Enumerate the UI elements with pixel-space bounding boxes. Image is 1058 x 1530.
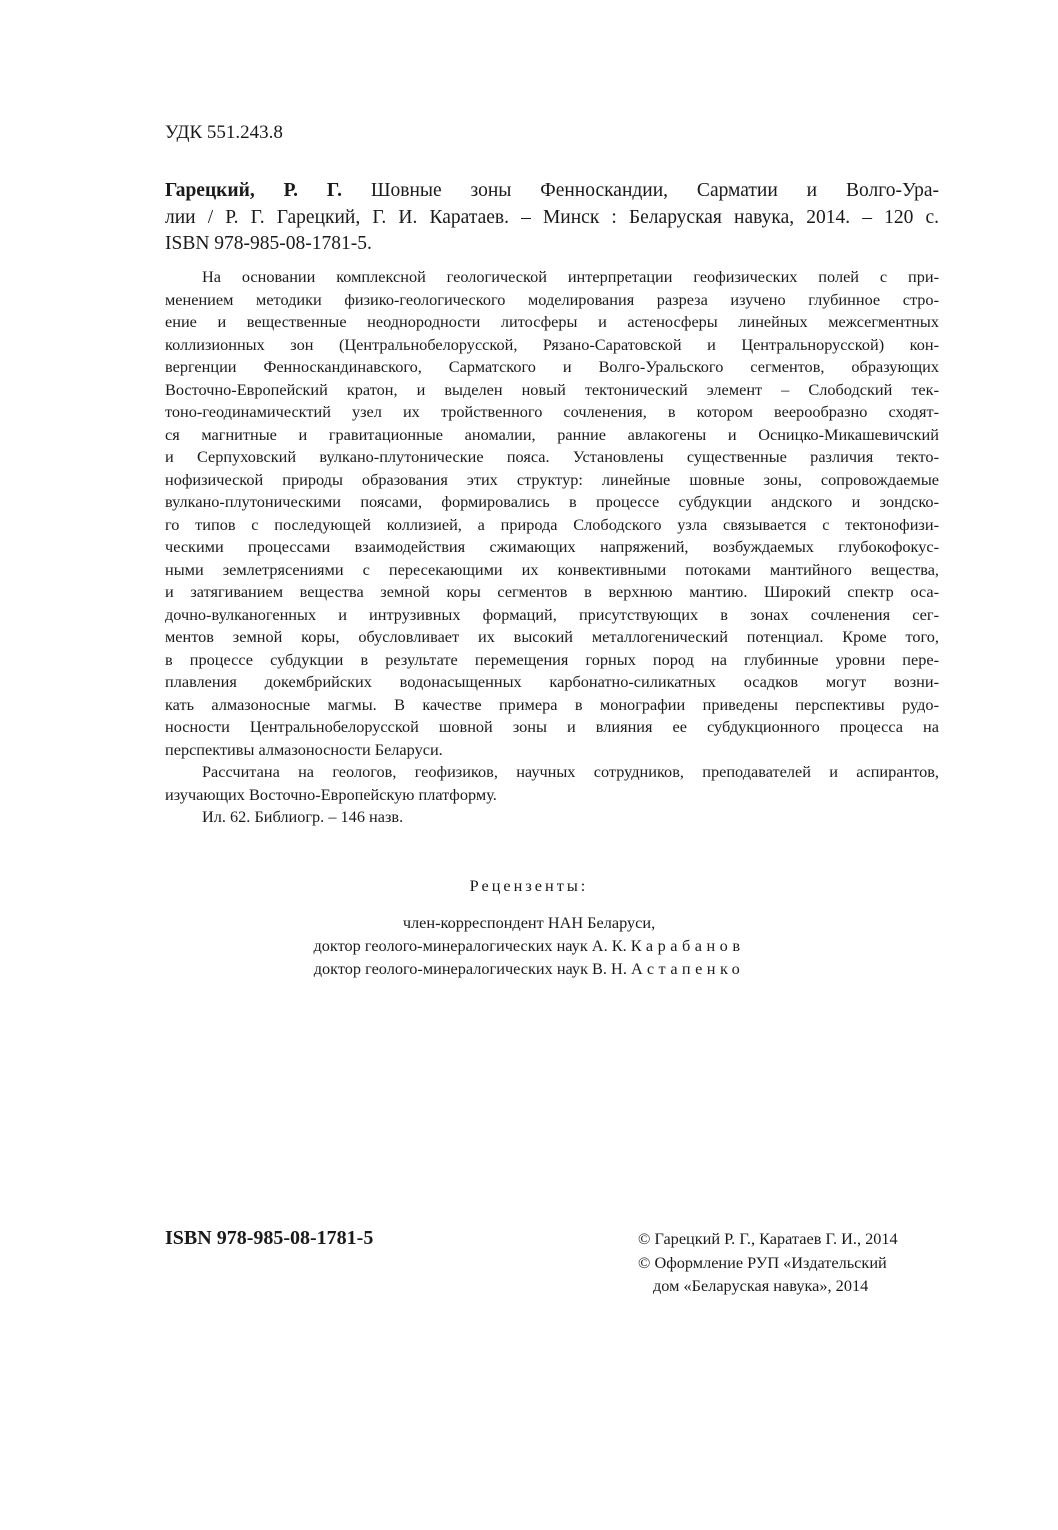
abstract-line: ческими процессами взаимодействия сжимающих напряжений, возбуждаемых глубокофокус-: [165, 537, 939, 556]
audience-line: Рассчитана на геологов, геофизиков, научных сотрудников, преподавателей и аспирантов,: [202, 762, 939, 781]
abstract-line: вулкано-плутоническими поясами, формировались в процессе субдукции андского и зондско-: [165, 492, 939, 511]
abstract-line: и затягиванием вещества земной коры сегментов в верхнюю мантию. Широкий спектр оса-: [165, 582, 939, 601]
abstract-line: тоно-геодинамическтий узел их тройственного сочленения, в котором веерообразно сходят-: [165, 402, 939, 421]
reviewers-heading: Рецензенты:: [469, 876, 589, 895]
abstract-line: дочно-вулканогенных и интрузивных формаций, присутствующих в зонах сочленения сег-: [165, 604, 939, 624]
title-start: Шовные зоны Фенноскандии, Сарматии и Волго-Ура-: [341, 180, 939, 201]
abstract-line: перспективы алмазоносности Беларуси.: [165, 739, 443, 759]
udk-code: УДК 551.243.8: [165, 122, 283, 143]
copyright-publisher: дом «Беларуская навука», 2014: [653, 1276, 869, 1295]
reviewers-list: [0, 911, 1058, 980]
reviewer-title: член-корреспондент НАН Беларуси,: [402, 913, 656, 932]
author-name: Гарецкий, Р. Г.: [165, 180, 342, 201]
biblio-line-2: лии / Р. Г. Гарецкий, Г. И. Каратаев. – Минск : Беларуская навука, 2014. – 120 с.: [165, 206, 939, 228]
reviewer-2-degree: доктор геолого-минералогических наук В. Н.: [313, 959, 631, 978]
abstract-line: кать алмазоносные магмы. В качестве примера в монографии приведены перспективы рудо-: [165, 694, 939, 714]
abstract-line: ментов земной коры, обусловливает их высокий металлогенический потенциал. Кроме того,: [165, 627, 939, 646]
abstract-line: Восточно-Европейский кратон, и выделен новый тектонический элемент – Слободский тек-: [165, 379, 939, 399]
abstract-line: го типов с последующей коллизией, а природа Слободского узла связывается с тектонофизи-: [165, 514, 939, 534]
reviewer-2-surname: Астапенко: [630, 959, 745, 978]
abstract-line: носности Центральнобелорусской шовной зоны и влияния ее субдукционного процесса на: [165, 717, 939, 736]
copyright-authors: © Гарецкий Р. Г., Каратаев Г. И., 2014: [638, 1229, 898, 1248]
audience-line: изучающих Восточно-Европейскую платформу.: [165, 784, 497, 804]
copyright-design: © Оформление РУП «Издательский: [638, 1252, 887, 1272]
copyright-block: [638, 1227, 898, 1298]
abstract-line: в процессе субдукции в результате перемещения горных пород на глубинные уровни пере-: [165, 649, 939, 669]
biblio-isbn: ISBN 978-985-08-1781-5.: [165, 233, 372, 254]
abstract-line: вергенции Фенноскандинавского, Сарматского и Волго-Уральского сегментов, образующих: [165, 357, 939, 376]
abstract-line: нофизической природы образования этих структур: линейные шовные зоны, сопровождаемые: [165, 469, 939, 489]
abstract-line: ными землетрясениями с пересекающими их конвективными потоками мантийного вещества,: [165, 559, 939, 579]
reviewer-1: [0, 934, 1058, 957]
reviewer-2: [0, 957, 1058, 980]
abstract-line: плавления докембрийских водонасыщенных карбонатно-силикатных осадков могут возни-: [165, 672, 939, 691]
abstract-line: На основании комплексной геологической интерпретации геофизических полей с при-: [202, 267, 939, 286]
reviewer-1-surname: Карабанов: [630, 936, 745, 955]
abstract-line: ение и вещественные неоднородности литосферы и астеносферы линейных межсегментных: [165, 312, 939, 331]
abstract: [165, 266, 939, 829]
bibliographic-record: [165, 178, 939, 258]
abstract-line: менением методики физико-геологического моделирования разреза изучено глубинное стро-: [165, 289, 939, 309]
illustrations-count: Ил. 62. Библиогр. – 146 назв.: [202, 807, 404, 826]
reviewer-1-degree: доктор геолого-минералогических наук А. К.: [313, 936, 631, 955]
abstract-line: коллизионных зон (Центральнобелорусской, Рязано-Саратовской и Центральнорусской) кон-: [165, 334, 939, 354]
biblio-line-1: [165, 178, 939, 205]
abstract-line: ся магнитные и гравитационные аномалии, ранние авлакогены и Осницко-Микашевичский: [165, 424, 939, 444]
isbn: ISBN 978-985-08-1781-5: [165, 1227, 374, 1249]
abstract-line: и Серпуховский вулкано-плутонические пояса. Установлены существенные различия текто-: [165, 447, 939, 466]
